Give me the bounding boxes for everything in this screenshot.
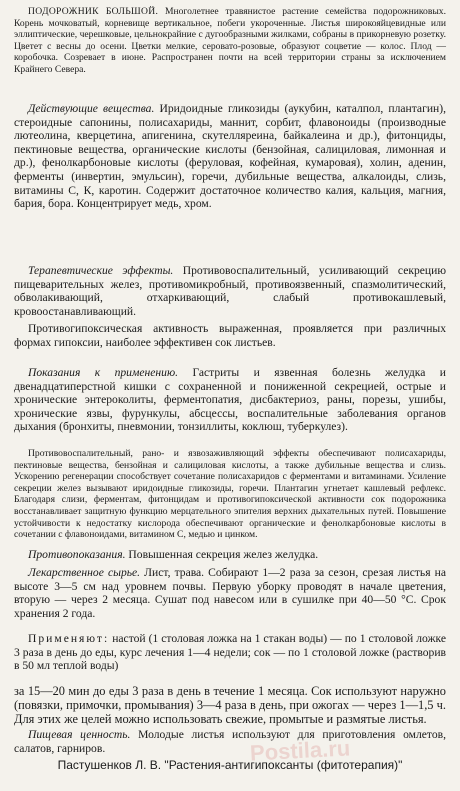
indications-paragraph — [14, 366, 446, 434]
food-value-text: Молодые листья используют для приготовления омлетов, салатов, гарниров. — [14, 728, 446, 755]
active-substances-text: Иридоидные гликозиды (аукубин, каталпол, плантагин), стероидные сапонины, полисахариды, маннит, сорбит, флавоноиды (производные лютеолина, кверцетина, апигенина, скутелляреина, байкалеина и др.), фитонциды, пектиновые вещества, органические кислоты (бензойная, салициловая, лимонная и др.), фенолкарбоновые кислоты (феруловая, кофейная, кумаровая), холин, аденин, ферменты (инвертин, эмульсин), горечи, дубильные вещества, алкалоиды, слизь, витамины С, К, каротин. Содержит достаточное количество калия, кальция, магния, бария, бора. Концентрирует медь, хром. — [14, 102, 446, 211]
mechanism-text: Противовоспалительный, ранo- и язвозаживляющий эффекты обеспечивают полисахариды, пектиновые вещества, бензойная и салициловая кислоты, а также дубильные вещества и слизь. Ускорению регенерации способствует сочетание полисахаридов с ферментами и витаминами. Усиление секреции желез вызывают иридоидные гликозиды, горечи. Плантагин угнетает кашлевый рефлекс. Благодаря слизи, ферментам, фитонцидам и противогипоксической активности сок подорожника восстанавливает защитную функцию мерцательного эпителия верхних дыхательных путей. Повышение устойчивости к недостатку кислорода обеспечивают органические и фенолкарбоновые кислоты в сочетании с флавоноидами, витамином С, медью и цинком. — [14, 448, 446, 541]
contraindications-text: Повышенная секреция желез желудка. — [128, 548, 319, 561]
usage-text-a: настой (1 столовая ложка на 1 стакан воды) — по 1 столовой ложке 3 раза в день до еды, курс лечения 1—4 недели; сок — по 1 столовой ложке (растворив в 50 мл теплой воды) — [14, 632, 446, 673]
indications-text: Гастриты и язвенная болезнь желудка и двенадцатиперстной кишки с сохраненной и пониженной секрецией, острые и хронические энтероколиты, ферментопатия, дисбактериоз, раны, порезы, ушибы, хронические язвы, фурункулы, абсцессы, воспалительные заболевания органов дыхания (бронхиты, пневмонии, тонзиллиты, коклюш, туберкулез). — [14, 366, 446, 434]
active-substances-heading: Действующие вещества. — [28, 102, 155, 115]
plant-title: ПОДОРОЖНИК БОЛЬШОЙ. — [28, 6, 159, 17]
food-value-heading: Пищевая ценность. — [28, 728, 131, 741]
source-citation: Пастушенков Л. В. "Растения-антигипоксанты (фитотерапия)" — [57, 758, 403, 772]
food-value-paragraph — [14, 728, 446, 755]
effects-text: Противовоспалительный, усиливающий секрецию пищеварительных желез, противомикробный, противоязвенный, спазмолитический, обволакивающий, отхаркивающий, слабый противокашлевый, кровоостанавливающий. — [14, 264, 446, 318]
mechanism-paragraph — [14, 448, 446, 541]
usage-paragraph-a — [14, 632, 446, 673]
usage-paragraph-b — [14, 684, 446, 727]
intro-text: Многолетнее травянистое растение семейства подорожниковых. Корень мочковатый, корневище вертикальное, побеги укороченные. Листья широкояйцевидные или эллиптические, черешковые, цельнокрайние с дугообразными жилками, собраны в прикорневую розетку. Цветет с весны до осени. Цветки мелкие, серовато-розовые, образуют соцветие — колос. Плод — коробочка. Созревает в июне. Распространен почти на всей территории страны за исключением Крайнего Севера. — [14, 6, 446, 75]
raw-material-text: Лист, трава. Собирают 1—2 раза за сезон, срезая листья на высоте 3—5 см над уровнем почвы. Первую уборку проводят в начале цветения, вторую — через 2 месяца. Сушат под навесом или в сушилке при 40—50 °С. Срок хранения 2 года. — [14, 566, 446, 620]
usage-heading: Применяют: — [28, 632, 110, 645]
antihypoxic-text: Противогипоксическая активность выраженная, проявляется при различных формах гипоксии, наиболее эффективен сок листьев. — [14, 322, 446, 349]
watermark: Postila.ru — [249, 735, 351, 766]
contraindications-heading: Противопоказания. — [28, 548, 126, 561]
intro-paragraph — [14, 6, 446, 76]
effects-heading: Терапевтические эффекты. — [28, 264, 174, 277]
raw-material-paragraph — [14, 566, 446, 620]
effects-paragraph — [14, 264, 446, 318]
usage-text-b: за 15—20 мин до еды 3 раза в день в течение 1 месяца. Сок используют наружно (повязки, примочки, промывания) 3—4 раза в день, при ожогах — через 1—1,5 ч. Для этих же целей можно использовать свежие, промытые и размятые листья. — [14, 684, 446, 727]
indications-heading: Показания к применению. — [28, 366, 179, 379]
active-substances-paragraph — [14, 102, 446, 211]
antihypoxic-paragraph — [14, 322, 446, 349]
raw-material-heading: Лекарственное сырье. — [28, 566, 141, 579]
contraindications-paragraph — [14, 548, 446, 562]
